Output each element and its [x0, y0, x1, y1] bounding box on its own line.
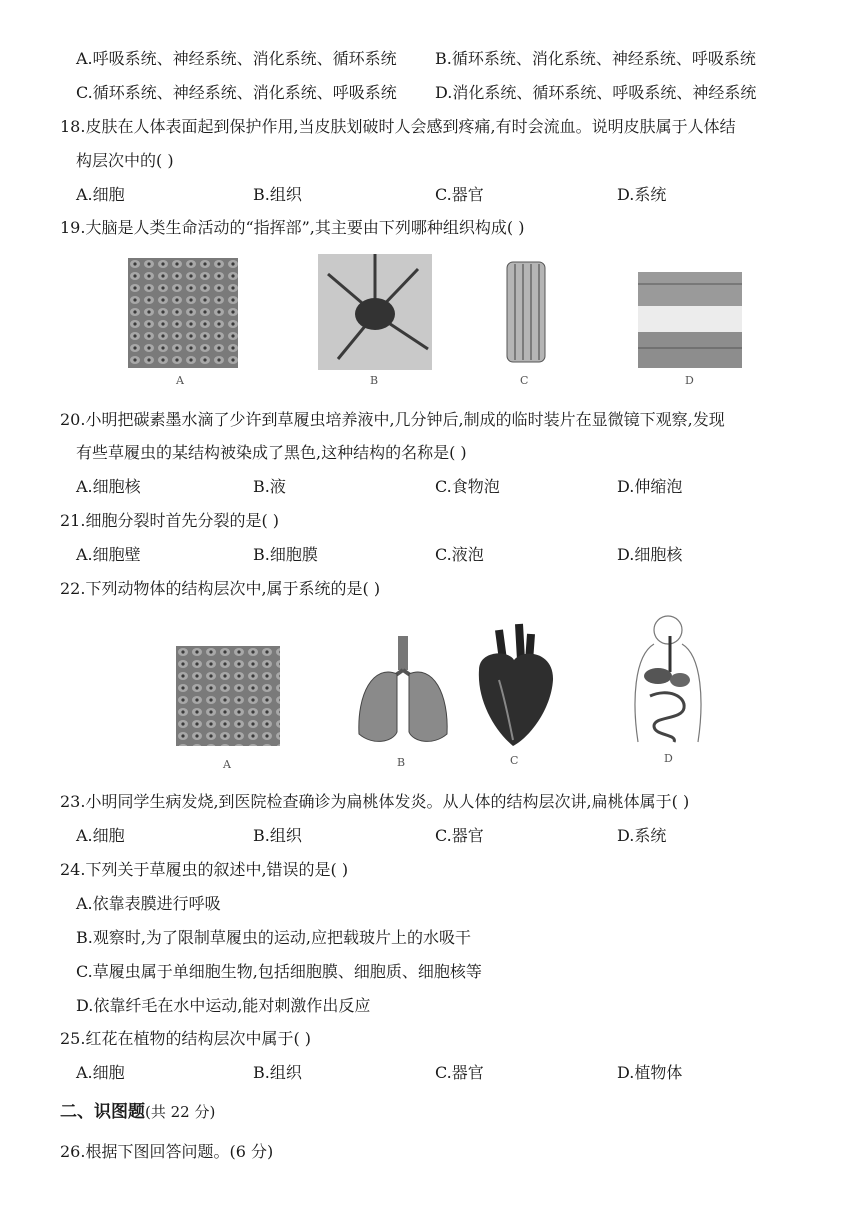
q21-option-b: B.细胞膜 [253, 545, 318, 564]
section-points: (共 22 分) [145, 1103, 216, 1121]
q20-stem-line1: 20.小明把碳素墨水滴了少许到草履虫培养液中,几分钟后,制成的临时装片在显微镜下观察,发现 [60, 410, 725, 429]
q19-label-b: B [370, 374, 379, 387]
q25-stem: 25.红花在植物的结构层次中属于( ) [60, 1029, 312, 1048]
q23-stem: 23.小明同学生病发烧,到医院检查确诊为扁桃体发炎。从人体的结构层次讲,扁桃体属于( ) [60, 792, 690, 811]
q19-figure-d-columnar-epithelium [638, 272, 742, 368]
q23-option-b: B.组织 [253, 826, 302, 845]
q17-option-b: B.循环系统、消化系统、神经系统、呼吸系统 [435, 49, 756, 68]
q21-stem: 21.细胞分裂时首先分裂的是( ) [60, 511, 280, 530]
q26-stem: 26.根据下图回答问题。(6 分) [60, 1142, 274, 1161]
q25-option-a: A.细胞 [76, 1063, 125, 1082]
q22-stem: 22.下列动物体的结构层次中,属于系统的是( ) [60, 579, 381, 598]
q21-option-a: A.细胞壁 [76, 545, 141, 564]
q22-label-a: A [223, 758, 231, 771]
q22-figure-d-digestive-system [628, 612, 708, 746]
q24-option-d: D.依靠纤毛在水中运动,能对刺激作出反应 [76, 996, 371, 1015]
q19-label-a: A [176, 374, 184, 387]
q19-figure-b-neuron [318, 254, 432, 370]
q18-option-b: B.组织 [253, 185, 302, 204]
q24-option-c: C.草履虫属于单细胞生物,包括细胞膜、细胞质、细胞核等 [76, 962, 482, 981]
q20-option-c: C.食物泡 [435, 477, 500, 496]
q24-stem: 24.下列关于草履虫的叙述中,错误的是( ) [60, 860, 349, 879]
q19-label-d: D [685, 374, 694, 387]
q25-option-b: B.组织 [253, 1063, 302, 1082]
q22-figure-c-heart [469, 620, 559, 748]
q19-stem: 19.大脑是人类生命活动的“指挥部”,其主要由下列哪种组织构成( ) [60, 218, 525, 237]
q19-label-c: C [520, 374, 529, 387]
q24-option-b: B.观察时,为了限制草履虫的运动,应把载玻片上的水吸干 [76, 928, 472, 947]
q18-option-d: D.系统 [617, 185, 667, 204]
q19-figure-a-epithelial-tissue [128, 258, 238, 368]
q22-label-c: C [510, 754, 519, 767]
q23-option-a: A.细胞 [76, 826, 125, 845]
q24-option-a: A.依靠表膜进行呼吸 [76, 894, 221, 913]
q20-option-b: B.液 [253, 477, 286, 496]
q22-label-b: B [397, 756, 406, 769]
q22-figure-a-tissue [176, 646, 280, 746]
q22-figure-b-lungs [353, 634, 453, 748]
q25-option-c: C.器官 [435, 1063, 484, 1082]
q17-option-a: A.呼吸系统、神经系统、消化系统、循环系统 [76, 49, 397, 68]
q20-stem-line2: 有些草履虫的某结构被染成了黑色,这种结构的名称是( ) [76, 443, 467, 462]
q20-option-d: D.伸缩泡 [617, 477, 683, 496]
q21-option-c: C.液泡 [435, 545, 484, 564]
q18-stem-line2: 构层次中的( ) [76, 151, 174, 170]
section-heading [60, 1101, 215, 1123]
q22-label-d: D [664, 752, 673, 765]
q18-option-a: A.细胞 [76, 185, 125, 204]
q25-option-d: D.植物体 [617, 1063, 683, 1082]
q23-option-c: C.器官 [435, 826, 484, 845]
q17-option-d: D.消化系统、循环系统、呼吸系统、神经系统 [435, 83, 757, 102]
q19-figure-c-muscle-tissue [503, 258, 549, 366]
q23-option-d: D.系统 [617, 826, 667, 845]
q18-stem-line1: 18.皮肤在人体表面起到保护作用,当皮肤划破时人会感到疼痛,有时会流血。说明皮肤属于人体结 [60, 117, 736, 136]
q20-option-a: A.细胞核 [76, 477, 141, 496]
q18-option-c: C.器官 [435, 185, 484, 204]
section-title: 二、识图题 [60, 1102, 145, 1122]
q21-option-d: D.细胞核 [617, 545, 683, 564]
q17-option-c: C.循环系统、神经系统、消化系统、呼吸系统 [76, 83, 397, 102]
